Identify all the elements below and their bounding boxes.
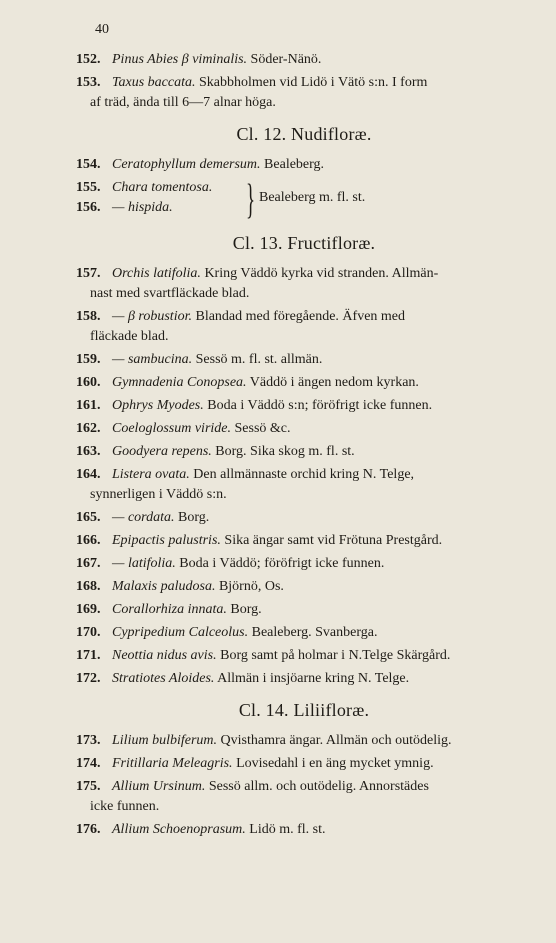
class-heading: Cl. 14. Liliifloræ. — [238, 700, 370, 720]
entry-line — [76, 531, 532, 551]
species-entry — [76, 623, 532, 643]
entry-line — [76, 600, 532, 620]
species-name: Cypripedium Calceolus. — [112, 625, 249, 640]
entry-number: 155. — [76, 180, 101, 195]
species-entry — [76, 600, 532, 620]
entry-line — [76, 820, 532, 840]
locality-text: Bealeberg. Svanberga. — [248, 625, 378, 640]
entry-number: 152. — [76, 52, 101, 67]
species-name: Neottia nidus avis. — [112, 648, 217, 663]
species-entry — [76, 577, 532, 597]
entry-line — [76, 777, 532, 797]
locality-text: Allmän i insjöarne kring N. Telge. — [214, 671, 410, 686]
locality-text: Boda i Väddö; föröfrigt icke funnen. — [175, 556, 385, 571]
species-entry — [76, 508, 532, 528]
entry-continuation: icke funnen. — [90, 799, 160, 814]
locality-text: Borg. Sika skog m. fl. st. — [211, 444, 355, 459]
species-name: Malaxis paludosa. — [112, 579, 216, 594]
locality-text: Boda i Väddö s:n; föröfrigt icke funnen. — [203, 398, 433, 413]
locality-text: Lovisedahl i en äng mycket ymnig. — [232, 756, 434, 771]
entry-line — [76, 307, 532, 327]
entry-line — [76, 554, 532, 574]
species-name: Gymnadenia Conopsea. — [112, 375, 247, 390]
page-number: 40 — [95, 22, 109, 37]
species-name: Epipactis palustris. — [112, 533, 221, 548]
species-name: — cordata. — [112, 510, 175, 525]
species-name: Stratiotes Aloides. — [112, 671, 215, 686]
class-heading: Cl. 13. Fructifloræ. — [232, 233, 376, 253]
entry-line — [76, 577, 532, 597]
entry-line — [76, 264, 532, 284]
entry-number: 157. — [76, 266, 101, 281]
entry-line — [76, 646, 532, 666]
entry-line — [76, 373, 532, 393]
entry-number: 175. — [76, 779, 101, 794]
species-name: Allium Schoenoprasum. — [112, 822, 246, 837]
locality-text: Lidö m. fl. st. — [245, 822, 326, 837]
entry-continuation: af träd, ända till 6—7 alnar höga. — [90, 95, 276, 110]
species-name: — sambucina. — [112, 352, 193, 367]
entry-continuation: fläckade blad. — [90, 329, 169, 344]
entry-number: 176. — [76, 822, 101, 837]
entry-number: 158. — [76, 309, 101, 324]
species-entry — [76, 554, 532, 574]
species-name: Pinus Abies β viminalis. — [112, 52, 248, 67]
entry-number: 160. — [76, 375, 101, 390]
locality-text: Borg. — [226, 602, 262, 617]
locality-text: Borg samt på holmar i N.Telge Skärgård. — [216, 648, 451, 663]
brace-symbol: } — [246, 177, 256, 223]
species-name: Corallorhiza innata. — [112, 602, 227, 617]
species-entry — [76, 396, 532, 416]
species-name: Taxus baccata. — [112, 75, 196, 90]
entry-line — [76, 442, 532, 462]
entry-line — [76, 669, 532, 689]
species-entry — [76, 350, 532, 370]
entry-number: 173. — [76, 733, 101, 748]
species-entry — [76, 373, 532, 393]
locality-text: Bealeberg. — [260, 157, 325, 172]
entry-number: 166. — [76, 533, 101, 548]
entry-line — [76, 350, 532, 370]
species-entry — [76, 73, 532, 113]
entry-continuation: nast med svartfläckade blad. — [90, 286, 250, 301]
entry-number: 163. — [76, 444, 101, 459]
locality-text: Söder-Nänö. — [247, 52, 322, 67]
entry-number: 171. — [76, 648, 101, 663]
entry-number: 165. — [76, 510, 101, 525]
species-entry — [76, 442, 532, 462]
species-name: Orchis latifolia. — [112, 266, 201, 281]
locality-text: Björnö, Os. — [215, 579, 284, 594]
species-name: Fritillaria Meleagris. — [112, 756, 233, 771]
species-name: — latifolia. — [112, 556, 176, 571]
locality-text: Skabbholmen vid Lidö i Vätö s:n. I form — [195, 75, 428, 90]
locality-text: Kring Väddö kyrka vid stranden. Allmän- — [200, 266, 439, 281]
locality-text: Sessö &c. — [231, 421, 291, 436]
entry-number: 154. — [76, 157, 101, 172]
entry-number: 169. — [76, 602, 101, 617]
species-name: Listera ovata. — [112, 467, 190, 482]
entry-number: 174. — [76, 756, 101, 771]
species-name: Ophrys Myodes. — [112, 398, 204, 413]
species-name: Coeloglossum viride. — [112, 421, 231, 436]
entry-number: 153. — [76, 75, 101, 90]
species-name: Goodyera repens. — [112, 444, 212, 459]
species-entry — [76, 264, 532, 304]
locality-text: Sessö m. fl. st. allmän. — [192, 352, 323, 367]
entry-number: 161. — [76, 398, 101, 413]
species-entry — [76, 531, 532, 551]
entry-line — [76, 396, 532, 416]
locality-text: Sessö allm. och outödelig. Annorstädes — [205, 779, 429, 794]
species-name: — β robustior. — [112, 309, 192, 324]
species-entry — [76, 155, 532, 175]
species-entry — [76, 777, 532, 817]
locality-text: Väddö i ängen nedom kyrkan. — [246, 375, 419, 390]
entry-line — [76, 419, 532, 439]
locality-text: Den allmännaste orchid kring N. Telge, — [189, 467, 415, 482]
locality-text: Borg. — [174, 510, 210, 525]
species-entry — [76, 731, 532, 751]
species-entry — [76, 419, 532, 439]
species-entry — [76, 754, 532, 774]
species-name: — hispida. — [112, 200, 173, 215]
species-entry — [76, 465, 532, 505]
entry-line — [76, 508, 532, 528]
species-name: Ceratophyllum demersum. — [112, 157, 261, 172]
species-entry — [76, 307, 532, 347]
entry-line — [76, 50, 532, 70]
shared-locality: Bealeberg m. fl. st. — [259, 190, 366, 205]
entry-number: 167. — [76, 556, 101, 571]
entry-number: 168. — [76, 579, 101, 594]
entry-number: 159. — [76, 352, 101, 367]
locality-text: Sika ängar samt vid Frötuna Prestgård. — [220, 533, 443, 548]
class-heading: Cl. 12. Nudifloræ. — [236, 124, 372, 144]
entry-number: 172. — [76, 671, 101, 686]
entry-number: 162. — [76, 421, 101, 436]
entry-number: 170. — [76, 625, 101, 640]
entry-continuation: synnerligen i Väddö s:n. — [90, 487, 227, 502]
species-name: Lilium bulbiferum. — [112, 733, 218, 748]
locality-text: Blandad med föregående. Äfven med — [191, 309, 406, 324]
locality-text: Qvisthamra ängar. Allmän och outödelig. — [217, 733, 452, 748]
entry-number: 156. — [76, 200, 101, 215]
entry-line — [76, 465, 532, 485]
entry-line — [76, 155, 532, 175]
entry-line — [76, 731, 532, 751]
species-entry — [76, 646, 532, 666]
species-list — [76, 50, 532, 843]
entry-number: 164. — [76, 467, 101, 482]
entry-line — [76, 73, 532, 93]
entry-line — [76, 754, 532, 774]
species-entry — [76, 50, 532, 70]
species-name: Chara tomentosa. — [112, 180, 213, 195]
species-entry — [76, 820, 532, 840]
braced-entries — [76, 178, 532, 222]
species-entry — [76, 669, 532, 689]
entry-line — [76, 623, 532, 643]
species-name: Allium Ursinum. — [112, 779, 206, 794]
